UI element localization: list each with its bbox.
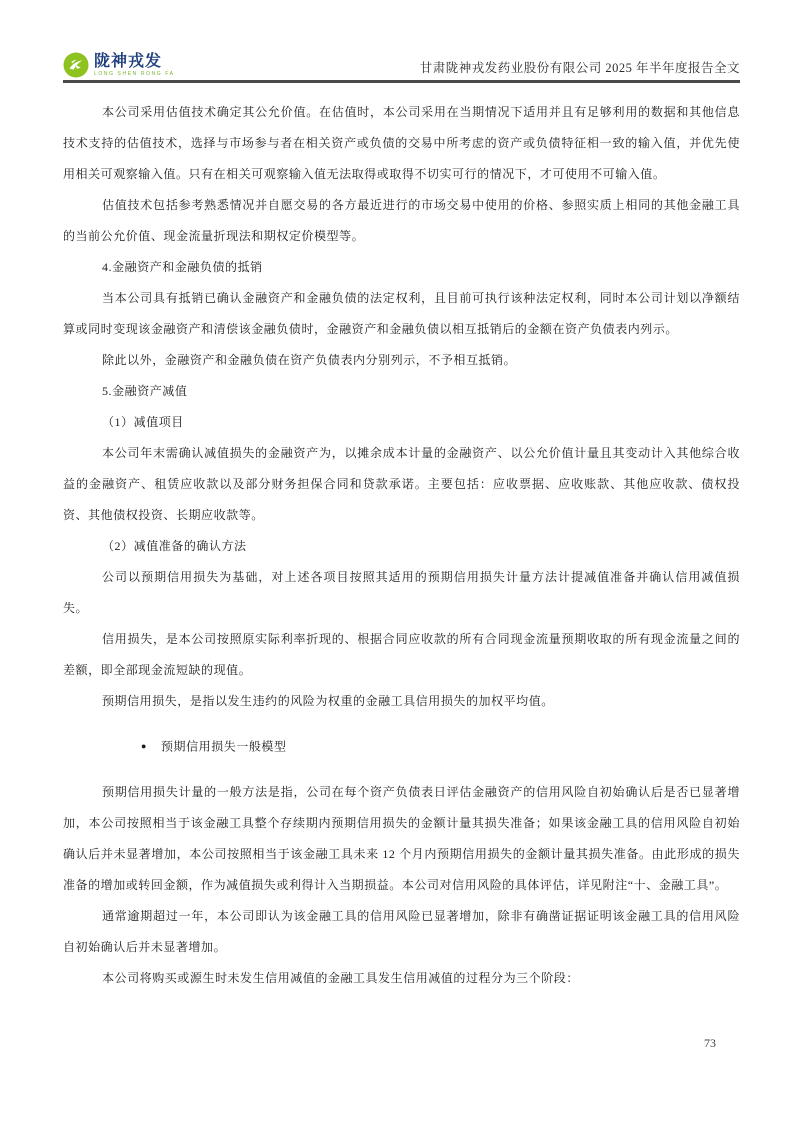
paragraph: 预期信用损失，是指以发生违约的风险为权重的金融工具信用损失的加权平均值。	[102, 694, 554, 708]
page-header	[63, 44, 740, 80]
document-body	[63, 97, 740, 994]
report-title: 甘肃陇神戎发药业股份有限公司 2025 年半年度报告全文	[419, 61, 740, 75]
header-divider	[63, 80, 740, 83]
paragraph: 本公司采用估值技术确定其公允价值。在估值时，本公司采用在当期情况下适用并且有足够利用的数据和其他信息技术支持的估值技术，选择与市场参与者在相关资产或负债的交易中所考虑的资产或负债特征相一致的输入值，并优先使用相关可观察输入值。只有在相关可观察输入值无法取得或取得不切实可行的情况下，才可使用不可输入值。	[63, 105, 740, 181]
paragraph: 当本公司具有抵销已确认金融资产和金融负债的法定权利，且目前可执行该种法定权利，同时本公司计划以净额结算或同时变现该金融资产和清偿该金融负债时，金融资产和金融负债以相互抵销后的金额在资产负债表内列示。	[63, 291, 740, 336]
paragraph: 除此以外，金融资产和金融负债在资产负债表内分别列示，不予相互抵销。	[102, 353, 517, 367]
section-heading: 4.金融资产和金融负债的抵销	[102, 260, 263, 274]
section-heading: （2）减值准备的确认方法	[102, 539, 247, 553]
bullet-item	[63, 731, 740, 763]
section-heading: （1）减值项目	[102, 415, 184, 429]
section-heading: 5.金融资产减值	[102, 384, 188, 398]
logo-name-cn: 陇神戎发	[94, 52, 163, 70]
paragraph: 本公司年末需确认减值损失的金融资产为，以摊余成本计量的金融资产、以公允价值计量且其变动计入其他综合收益的金融资产、租赁应收款以及部分财务担保合同和贷款承诺。主要包括：应收票据、应收账款、其他应收款、债权投资、其他债权投资、长期应收款等。	[63, 446, 740, 522]
paragraph: 公司以预期信用损失为基础，对上述各项目按照其适用的预期信用损失计量方法计提减值准备并确认信用减值损失。	[63, 570, 740, 615]
bullet-text: 预期信用损失一般模型	[161, 739, 287, 754]
page-number: 73	[704, 1036, 716, 1050]
company-logo	[63, 52, 175, 80]
bullet-icon: ●	[141, 741, 147, 751]
logo-name-en: LONG SHEN RONG FA	[94, 70, 175, 77]
logo-bird-icon	[63, 52, 89, 78]
paragraph: 预期信用损失计量的一般方法是指，公司在每个资产负债表日评估金融资产的信用风险自初始确认后是否已显著增加，本公司按照相当于该金融工具整个存续期内预期信用损失的金额计量其损失准备；如果该金融工具的信用风险自初始确认后并未显著增加，本公司按照相当于该金融工具未来 12 个月内预期信用损失的金额计量其损失准备。由此形成的损失准备的增加或转回金额，作为减值损失或利得计入当期损益。本公司对信用风险的具体评估，详见附注“十、金融工具”。	[63, 784, 740, 892]
logo-text	[94, 54, 175, 77]
paragraph: 信用损失，是本公司按照原实际利率折现的、根据合同应收款的所有合同现金流量预期收取的所有现金流量之间的差额，即全部现金流短缺的现值。	[63, 632, 740, 677]
paragraph: 估值技术包括参考熟悉情况并自愿交易的各方最近进行的市场交易中使用的价格、参照实质上相同的其他金融工具的当前公允价值、现金流量折现法和期权定价模型等。	[63, 198, 740, 243]
paragraph: 本公司将购买或源生时未发生信用减值的金融工具发生信用减值的过程分为三个阶段：	[102, 970, 579, 985]
paragraph: 通常逾期超过一年，本公司即认为该金融工具的信用风险已显著增加，除非有确凿证据证明该金融工具的信用风险自初始确认后并未显著增加。	[63, 908, 740, 954]
